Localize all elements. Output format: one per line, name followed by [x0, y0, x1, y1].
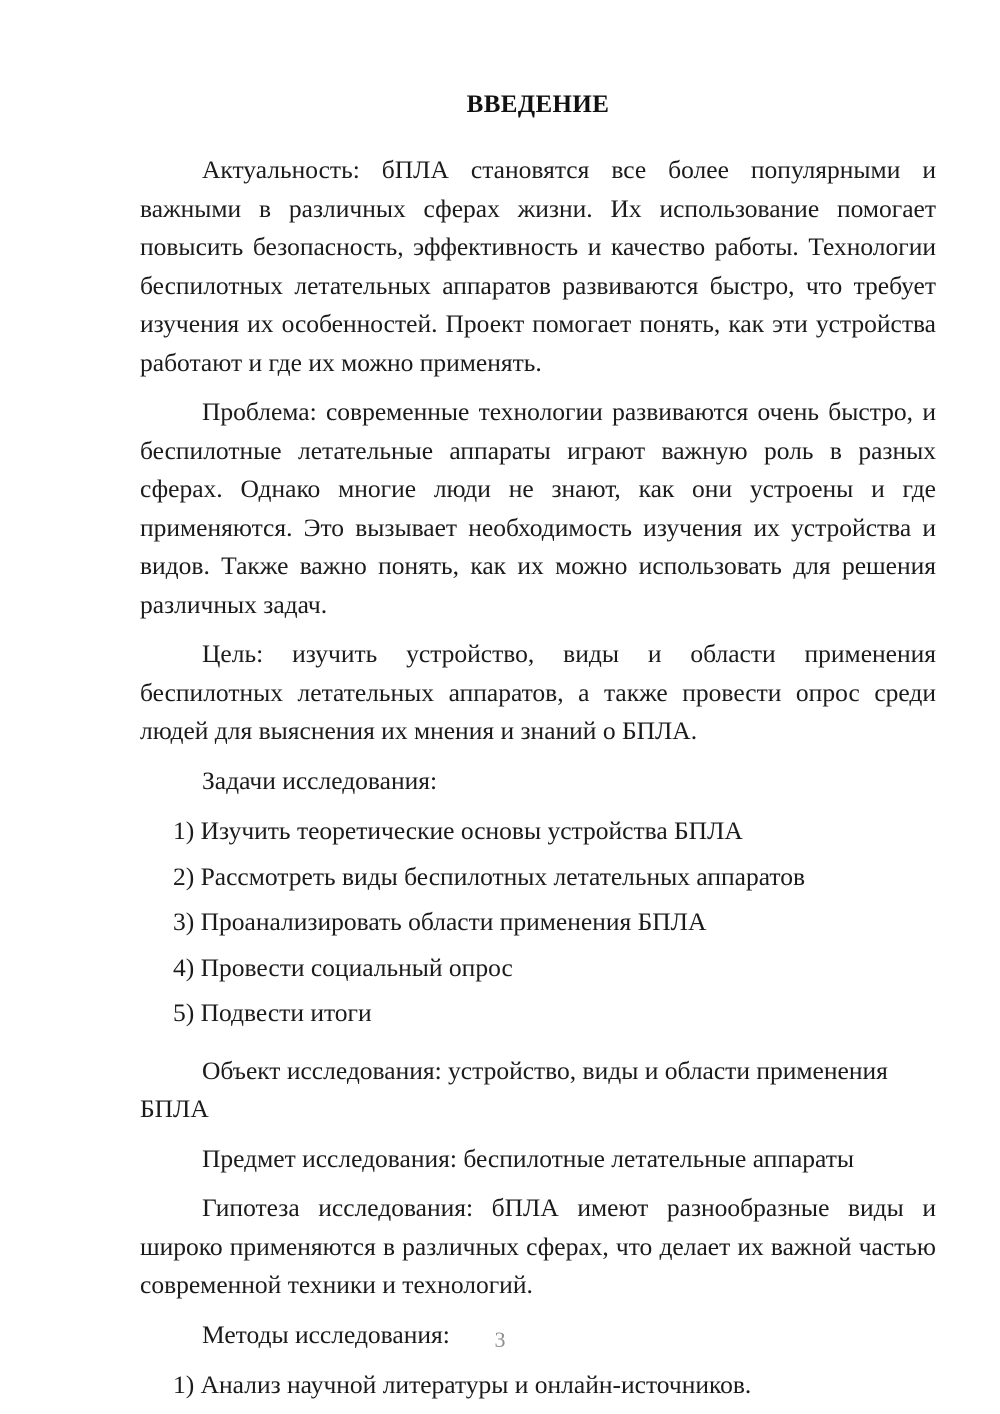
- paragraph-object: Объект исследования: устройство, виды и области применения БПЛА: [140, 1055, 888, 1123]
- document-body: [140, 92, 936, 1414]
- methods-list: [140, 1366, 936, 1405]
- paragraph-relevance: Актуальность: бПЛА становятся все более популярными и важными в различных сферах жизни. Их использование помогает повысить безопасность, эффективность и качество работы. Технологии беспилотных летательных аппаратов развиваются быстро, что требует изучения их особенностей. Проект помогает понять, как эти устройства работают и где их можно применять.: [140, 155, 936, 377]
- heading-tasks: Задачи исследования:: [202, 765, 438, 795]
- list-item: 2) Рассмотреть виды беспилотных летательных аппаратов: [173, 861, 806, 891]
- paragraph-goal: Цель: изучить устройство, виды и области применения беспилотных летательных аппаратов, а также провести опрос среди людей для выяснения их мнения и знаний о БПЛА.: [140, 639, 936, 745]
- list-item: 4) Провести социальный опрос: [173, 952, 513, 982]
- heading-methods: Методы исследования:: [202, 1319, 450, 1349]
- page-number: 3: [494, 1327, 506, 1352]
- tasks-list: [140, 812, 936, 1033]
- page-title: ВВЕДЕНИЕ: [466, 91, 610, 118]
- paragraph-hypothesis: Гипотеза исследования: бПЛА имеют разнообразные виды и широко применяются в различных сферах, что делает их важной частью современной техники и технологий.: [140, 1193, 936, 1299]
- spacer: [140, 1043, 936, 1052]
- list-item: 1) Изучить теоретические основы устройства БПЛА: [173, 816, 743, 845]
- paragraph-problem: Проблема: современные технологии развиваются очень быстро, и беспилотные летательные аппараты играют важную роль в разных сферах. Однако многие люди не знают, как они устроены и где применяются. Это вызывает необходимость изучения их устройства и видов. Также важно понять, как их можно использовать для решения различных задач.: [140, 397, 936, 619]
- list-item: 3) Проанализировать области применения БПЛА: [173, 907, 707, 936]
- paragraph-subject: Предмет исследования: беспилотные летательные аппараты: [202, 1143, 854, 1173]
- list-item: 1) Анализ научной литературы и онлайн-источников.: [173, 1370, 752, 1399]
- list-item: 5) Подвести итоги: [173, 998, 372, 1027]
